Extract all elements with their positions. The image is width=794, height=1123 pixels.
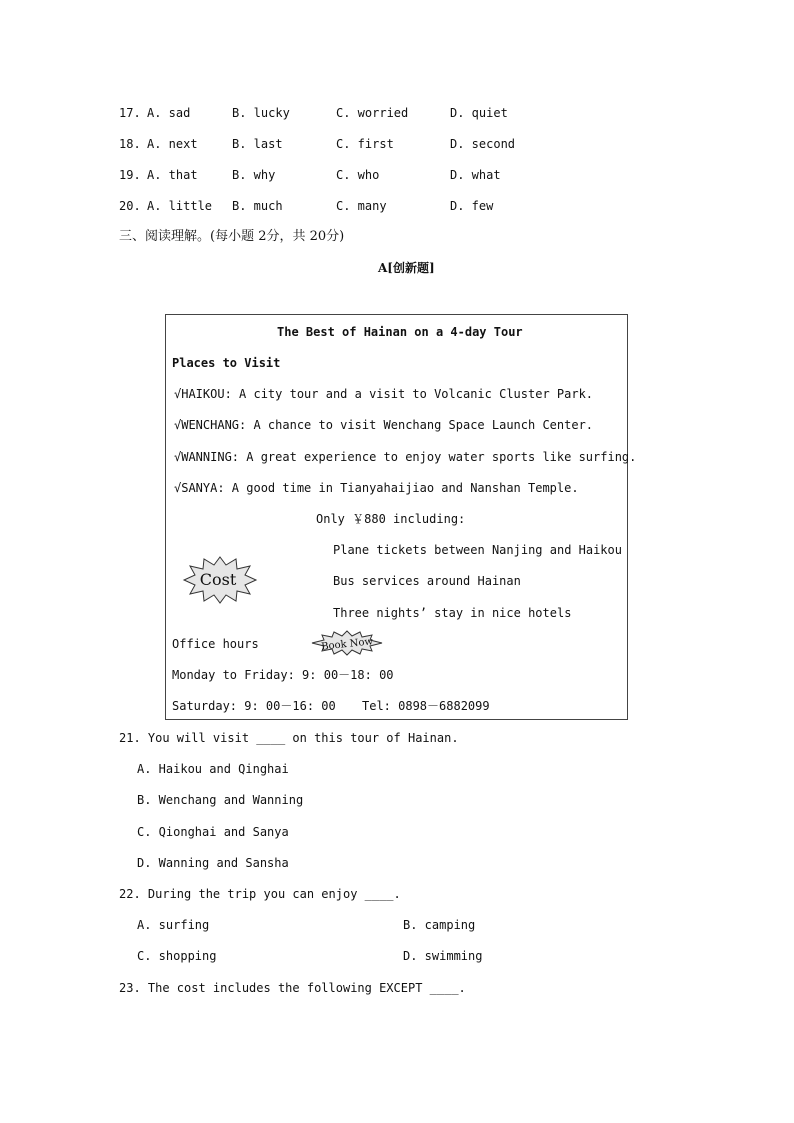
ad-title: The Best of Hainan on a 4-day Tour (277, 325, 523, 339)
question-21-stem: 21. You will visit ____ on this tour of Hainan. (119, 731, 459, 745)
option-c: C. first (336, 137, 394, 151)
q21-option-c: C. Qionghai and Sanya (137, 825, 289, 839)
q21-option-a: A. Haikou and Qinghai (137, 762, 289, 776)
option-d: D. second (450, 137, 516, 151)
option-b: B. lucky (232, 106, 290, 120)
section-heading: 三、阅读理解。(每小题 2分，共 20分) (119, 229, 345, 244)
option-b: B. last (232, 137, 283, 151)
include-plane: Plane tickets between Nanjing and Haikou (333, 543, 622, 557)
q21-option-b: B. Wenchang and Wanning (137, 793, 304, 807)
option-d: D. what (450, 168, 501, 182)
telephone: Tel: 0898－6882099 (362, 699, 490, 713)
question-number: 17. (119, 106, 141, 120)
question-number: 20. (119, 199, 141, 213)
office-hours-label: Office hours (172, 637, 259, 651)
book-now-starburst-icon (310, 629, 384, 657)
question-number: 18. (119, 137, 141, 151)
option-b: B. why (232, 168, 276, 182)
starburst-icon (182, 555, 258, 605)
option-b: B. much (232, 199, 283, 213)
option-a: A. next (147, 137, 198, 151)
option-c: C. worried (336, 106, 409, 120)
option-d: D. quiet (450, 106, 508, 120)
weekday-hours: Monday to Friday: 9: 00－18: 00 (172, 668, 394, 682)
place-wanning: √WANNING: A great experience to enjoy water sports like surfing. (174, 450, 637, 464)
question-22-stem: 22. During the trip you can enjoy ____. (119, 887, 401, 901)
passage-label: A[创新题] (378, 261, 435, 275)
include-bus: Bus services around Hainan (333, 574, 521, 588)
q22-option-a: A. surfing (137, 918, 210, 932)
q22-option-c: C. shopping (137, 949, 217, 963)
place-haikou: √HAIKOU: A city tour and a visit to Volcanic Cluster Park. (174, 387, 594, 401)
price-line: Only ￥880 including: (316, 512, 466, 526)
place-sanya: √SANYA: A good time in Tianyahaijiao and Nanshan Temple. (174, 481, 579, 495)
question-23-stem: 23. The cost includes the following EXCEPT ____. (119, 981, 466, 995)
q22-option-b: B. camping (403, 918, 476, 932)
question-number: 19. (119, 168, 141, 182)
option-d: D. few (450, 199, 494, 213)
q21-option-d: D. Wanning and Sansha (137, 856, 289, 870)
option-a: A. little (147, 199, 213, 213)
option-c: C. who (336, 168, 380, 182)
places-heading: Places to Visit (172, 356, 281, 370)
cost-badge (182, 555, 258, 605)
cost-badge-label: Cost (199, 570, 237, 589)
saturday-hours: Saturday: 9: 00－16: 00 (172, 699, 336, 713)
option-a: A. that (147, 168, 198, 182)
option-a: A. sad (147, 106, 191, 120)
book-now-badge[interactable] (310, 629, 384, 657)
place-wenchang: √WENCHANG: A chance to visit Wenchang Space Launch Center. (174, 418, 594, 432)
include-hotel: Three nights’ stay in nice hotels (333, 606, 572, 620)
q22-option-d: D. swimming (403, 949, 483, 963)
option-c: C. many (336, 199, 387, 213)
book-now-label: Book Now (320, 636, 374, 653)
